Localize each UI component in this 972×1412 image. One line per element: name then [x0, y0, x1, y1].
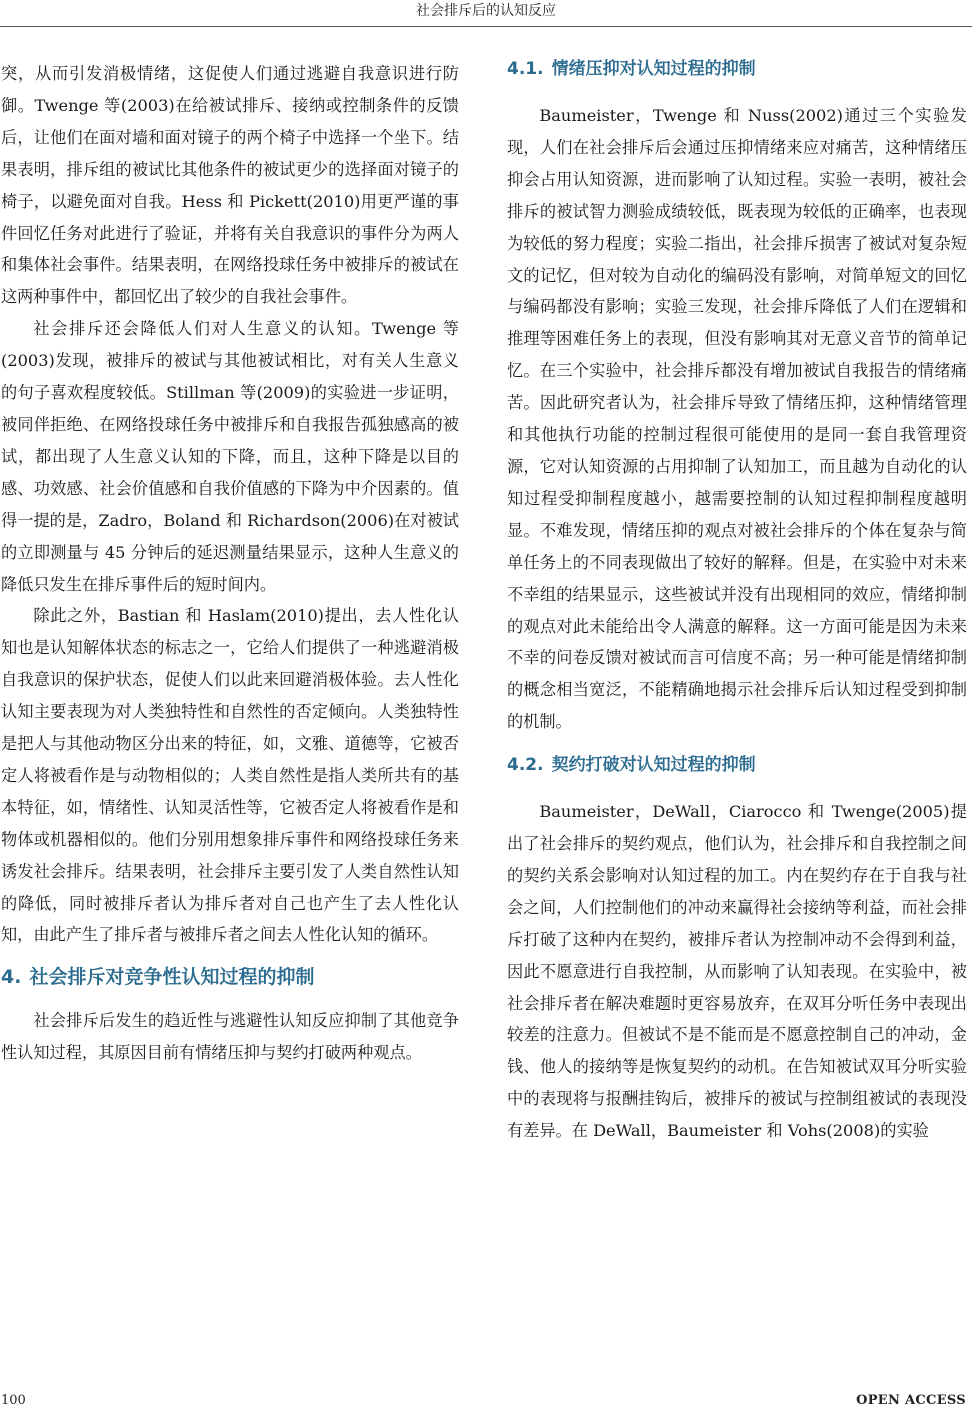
- section-4-2-heading: [507, 754, 967, 776]
- section-4-1-title: 情绪压抑对认知过程的抑制: [551, 59, 756, 79]
- left-column: [1, 58, 459, 1069]
- section-4-2-number: 4.2.: [507, 755, 544, 776]
- section-4-2-title: 契约打破对认知过程的抑制: [551, 755, 756, 776]
- section-4-1-heading: [507, 58, 967, 80]
- paragraph-2: 社会排斥还会降低人们对人生意义的认知。Twenge 等(2003)发现，被排斥的被试与其他被试相比，对有关人生意义的句子喜欢程度较低。Stillman 等(2009)的实验进一步证明，被同伴拒绝、在网络投球任务中被排斥和自我报告孤独感高的被试，都出现了人生意义认知的下降，而且，这种下降是以目的感、功效感、社会价值感和自我价值感的下降为中介因素的。值得一提的是，Zadro，Boland 和 Richardson(2006)在对被试的立即测量与 45 分钟后的延迟测量结果显示，这种人生意义的降低只发生在排斥事件后的短时间内。: [1, 319, 459, 594]
- open-access-label: OPEN ACCESS: [856, 1393, 966, 1408]
- running-header-title: 社会排斥后的认知反应: [416, 3, 556, 19]
- section-4-heading: [1, 965, 459, 989]
- paragraph-5: Baumeister，Twenge 和 Nuss(2002)通过三个实验发现，人们在社会排斥后会通过压抑情绪来应对痛苦，这种情绪压抑会占用认知资源，进而影响了认知过程。实验一表明，被社会排斥的被试智力测验成绩较低，既表现为较低的正确率，也表现为较低的努力程度；实验二指出，社会排斥损害了被试对复杂短文的记忆，但对较为自动化的编码没有影响，对简单短文的回忆与编码都没有影响；实验三发现，社会排斥降低了人们在逻辑和推理等困难任务上的表现，但没有影响其对无意义音节的简单记忆。在三个实验中，社会排斥都没有增加被试自我报告的情绪痛苦。因此研究者认为，社会排斥导致了情绪压抑，这种情绪管理和其他执行功能的控制过程很可能使用的是同一套自我管理资源，它对认知资源的占用抑制了认知加工，而且越为自动化的认知过程受抑制程度越小，越需要控制的认知过程抑制程度越明显。不难发现，情绪压抑的观点对被社会排斥的个体在复杂与简单任务上的不同表现做出了较好的解释。但是，在实验中对未来不幸组的结果显示，这些被试并没有出现相同的效应，情绪抑制的观点对此未能给出令人满意的解释。这一方面可能是因为未来不幸的问卷反馈对被试而言可信度不高；另一种可能是情绪抑制的概念相当宽泛，不能精确地揭示社会排斥后认知过程受到抑制的机制。: [507, 106, 967, 732]
- paragraph-1: 突，从而引发消极情绪，这促使人们通过逃避自我意识进行防御。Twenge 等(2003)在给被试排斥、接纳或控制条件的反馈后，让他们在面对墙和面对镜子的两个椅子中选择一个坐下。结果表明，排斥组的被试比其他条件的被试更少的选择面对镜子的椅子，以避免面对自我。Hess 和 Pickett(2010)用更严谨的事件回忆任务对此进行了验证，并将有关自我意识的事件分为两人和集体社会事件。结果表明，在网络投球任务中被排斥的被试在这两种事件中，都回忆出了较少的自我社会事件。: [1, 64, 459, 307]
- section-4-number: 4.: [1, 966, 22, 989]
- section-4-title: 社会排斥对竞争性认知过程的抑制: [29, 966, 315, 989]
- header-rule: [0, 26, 972, 27]
- page-number: 100: [1, 1393, 26, 1408]
- right-column: [507, 58, 967, 1147]
- section-4-1-number: 4.1.: [507, 59, 544, 79]
- paragraph-3: 除此之外，Bastian 和 Haslam(2010)提出，去人性化认知也是认知解体状态的标志之一，它给人们提供了一种逃避消极自我意识的保护状态，促使人们以此来回避消极体验。去人性化认知主要表现为对人类独特性和自然性的否定倾向。人类独特性是把人与其他动物区分出来的特征，如，文雅、道德等，它被否定人将被看作是与动物相似的；人类自然性是指人类所共有的基本特征，如，情绪性、认知灵活性等，它被否定人将被看作是和物体或机器相似的。他们分别用想象排斥事件和网络投球任务来诱发社会排斥。结果表明，社会排斥主要引发了人类自然性认知的降低，同时被排斥者认为排斥者对自己也产生了去人性化认知，由此产生了排斥者与被排斥者之间去人性化认知的循环。: [1, 606, 459, 945]
- paragraph-4: 社会排斥后发生的趋近性与逃避性认知反应抑制了其他竞争性认知过程，其原因目前有情绪压抑与契约打破两种观点。: [1, 1011, 459, 1063]
- paragraph-6: Baumeister，DeWall，Ciarocco 和 Twenge(2005)提出了社会排斥的契约观点，他们认为，社会排斥和自我控制之间的契约关系会影响对认知过程的加工。内在契约存在于自我与社会之间，人们控制他们的冲动来赢得社会接纳等利益，而社会排斥打破了这种内在契约，被排斥者认为控制冲动不会得到利益，因此不愿意进行自我控制，从而影响了认知表现。在实验中，被社会排斥者在解决难题时更容易放弃，在双耳分听任务中表现出较差的注意力。但被试不是不能而是不愿意控制自己的冲动，金钱、他人的接纳等是恢复契约的动机。在告知被试双耳分听实验中的表现将与报酬挂钩后，被排斥的被试与控制组被试的表现没有差异。在 DeWall，Baumeister 和 Vohs(2008)的实验: [507, 802, 967, 1141]
